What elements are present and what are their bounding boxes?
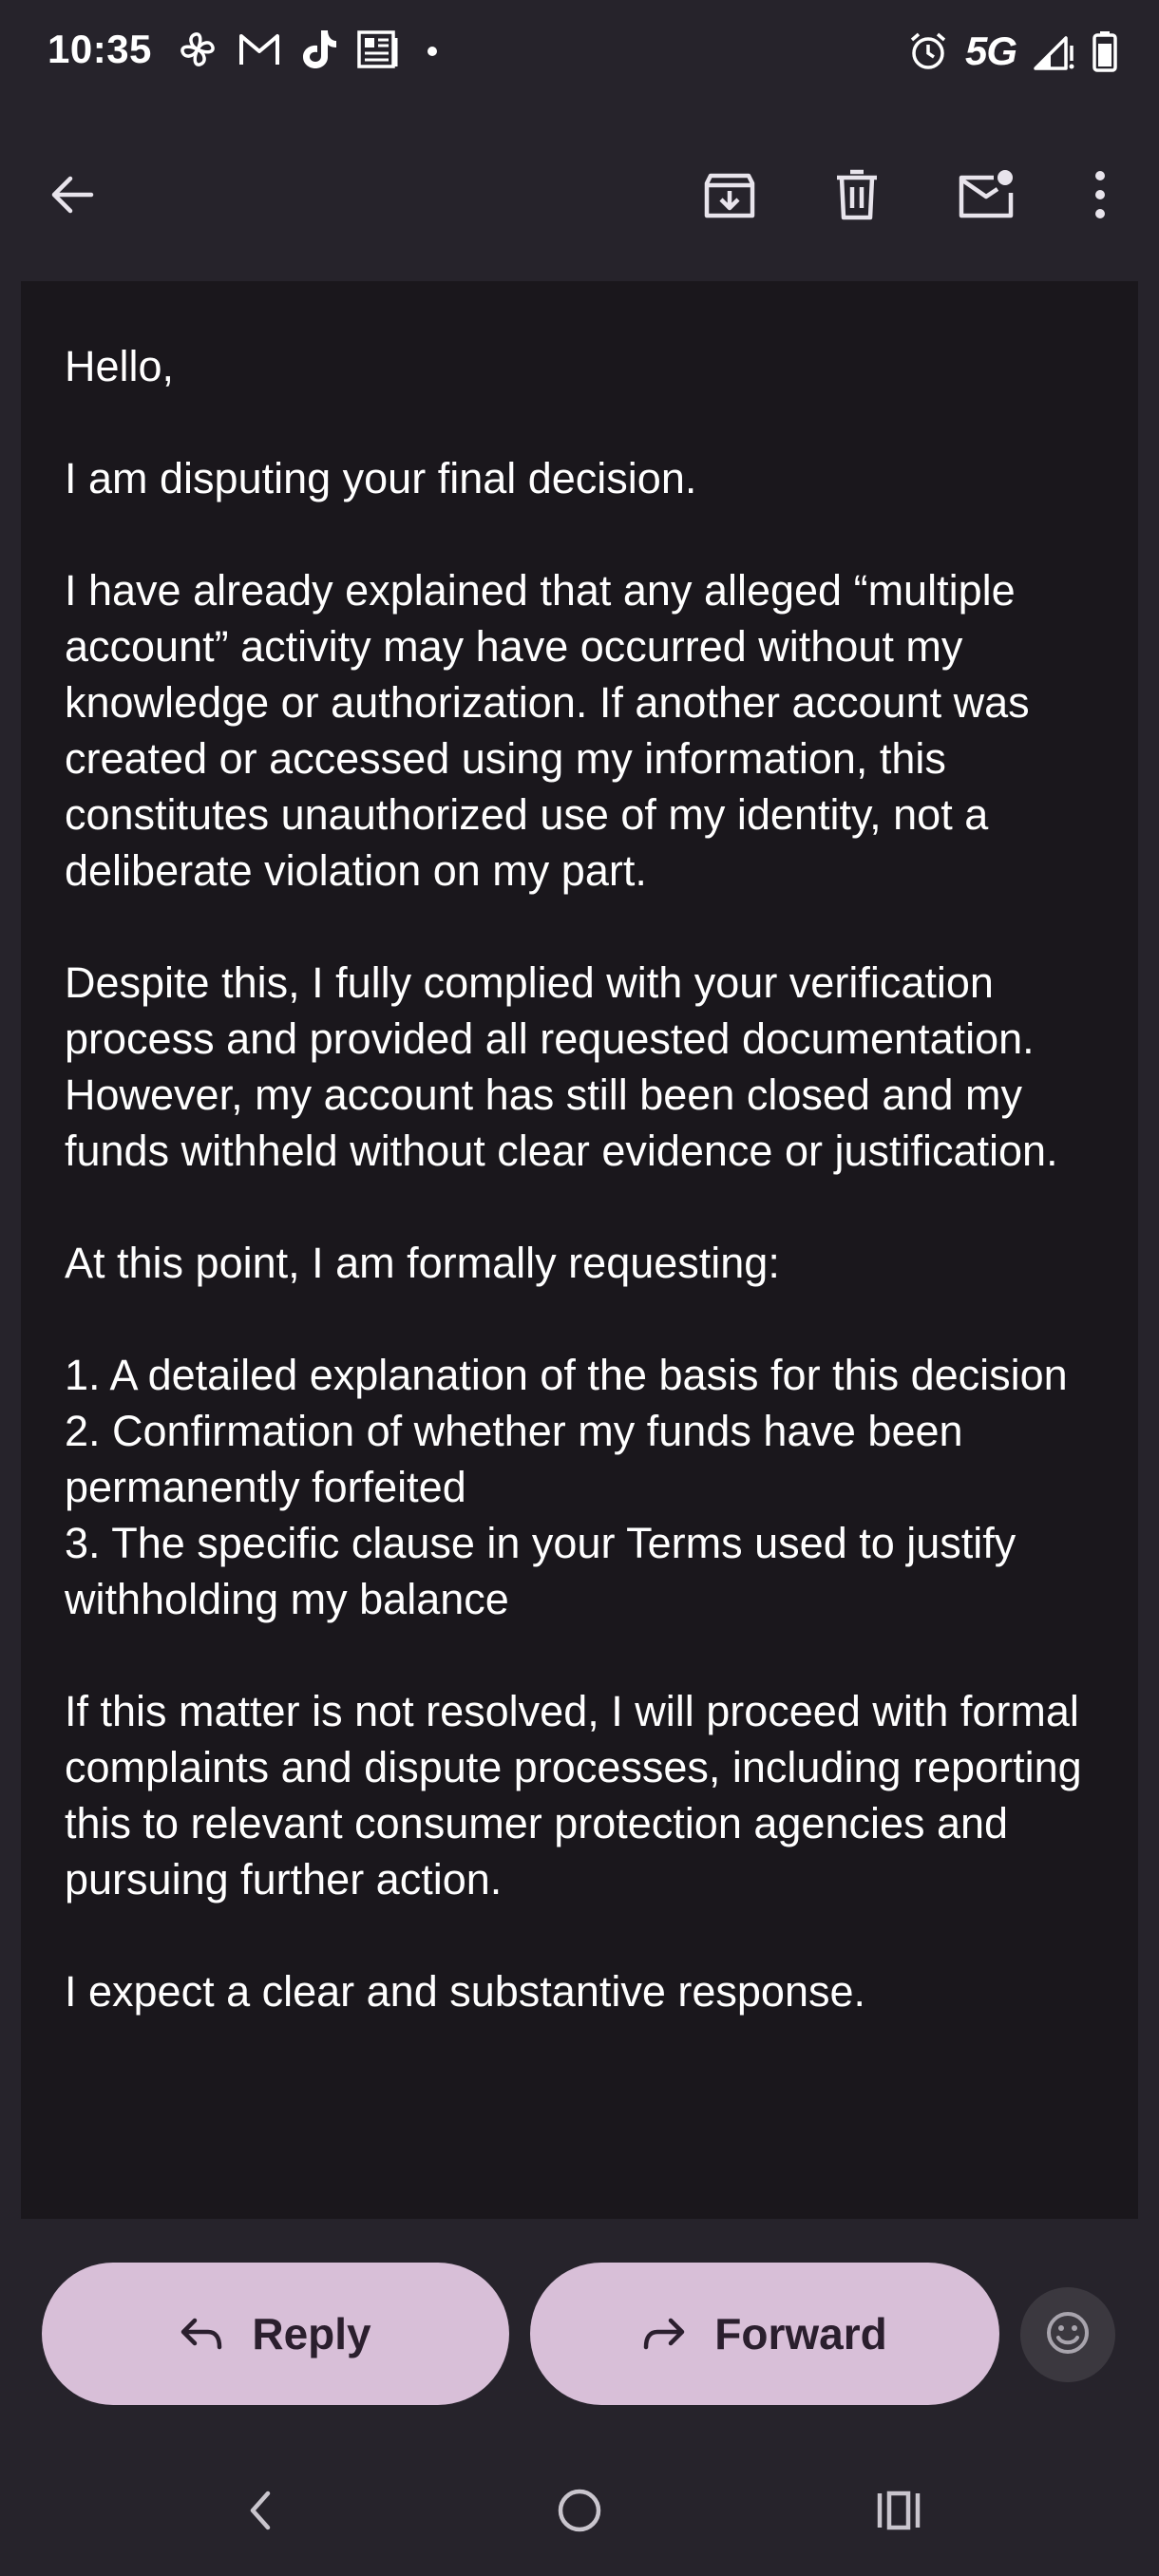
email-paragraph: Despite this, I fully complied with your verification process and provided all requested documentation. However, my account has still been closed and my funds withheld without clear evidence or justification.	[65, 958, 1058, 1175]
status-system-icons	[908, 28, 1117, 74]
forward-button[interactable]	[530, 2263, 999, 2405]
email-paragraph: I have already explained that any alleged “multiple account” activity may have occurred without my knowledge or authorization. If another account was created or accessed using my information, this constitutes unauthorized use of my identity, not a deliberate violation on my part.	[65, 566, 1042, 895]
pinwheel-icon	[177, 28, 218, 70]
archive-icon	[703, 168, 756, 221]
back-arrow-icon	[48, 170, 97, 219]
more-options-button[interactable]	[1054, 142, 1146, 247]
back-button[interactable]	[27, 142, 118, 247]
news-icon	[357, 30, 399, 68]
email-paragraph: I am disputing your final decision.	[65, 454, 697, 502]
email-greeting: Hello,	[65, 342, 175, 390]
forward-label: Forward	[714, 2309, 887, 2358]
email-paragraph: If this matter is not resolved, I will proceed with formal complaints and dispute processes, including reporting this to relevant consumer protection agencies and pursuing further action.	[65, 1687, 1094, 1904]
gmail-icon	[238, 30, 281, 68]
system-navigation-bar	[0, 2460, 1159, 2565]
forward-icon	[642, 2315, 686, 2353]
alarm-icon	[908, 30, 948, 72]
email-body	[65, 338, 1119, 2075]
delete-icon	[833, 168, 881, 221]
nav-recents-button[interactable]	[842, 2460, 956, 2565]
status-notification-icons	[177, 28, 446, 70]
nav-back-button[interactable]	[203, 2460, 317, 2565]
archive-button[interactable]	[684, 142, 775, 247]
mark-unread-icon	[956, 168, 1016, 221]
more-vert-icon	[1092, 170, 1108, 219]
network-type: 5G	[964, 28, 1016, 73]
reply-label: Reply	[252, 2309, 371, 2358]
signal-icon	[1034, 32, 1075, 70]
nav-recents-icon	[874, 2488, 923, 2538]
email-message-card	[21, 281, 1138, 2219]
status-time: 10:35	[48, 27, 152, 71]
email-toolbar	[0, 142, 1159, 247]
emoji-reaction-button[interactable]	[1020, 2287, 1115, 2382]
email-paragraph: At this point, I am formally requesting:	[65, 1239, 780, 1287]
mark-unread-button[interactable]	[940, 142, 1032, 247]
email-request-list: 1. A detailed explanation of the basis for this decision 2. Confirmation of whether my funds have been permanently forfeited 3. The specific clause in your Terms used to justify withholding my balance	[65, 1351, 1068, 1623]
notification-dot-icon	[418, 30, 446, 68]
delete-button[interactable]	[811, 142, 902, 247]
battery-icon	[1092, 30, 1117, 72]
reply-button[interactable]	[42, 2263, 509, 2405]
email-closing: I expect a clear and substantive response.	[65, 1967, 866, 2016]
reply-icon	[180, 2315, 223, 2353]
status-bar	[0, 0, 1159, 110]
nav-back-icon	[241, 2486, 279, 2540]
tiktok-icon	[300, 28, 338, 70]
nav-home-icon	[555, 2486, 604, 2540]
smiley-icon	[1045, 2310, 1091, 2360]
nav-home-button[interactable]	[522, 2460, 636, 2565]
